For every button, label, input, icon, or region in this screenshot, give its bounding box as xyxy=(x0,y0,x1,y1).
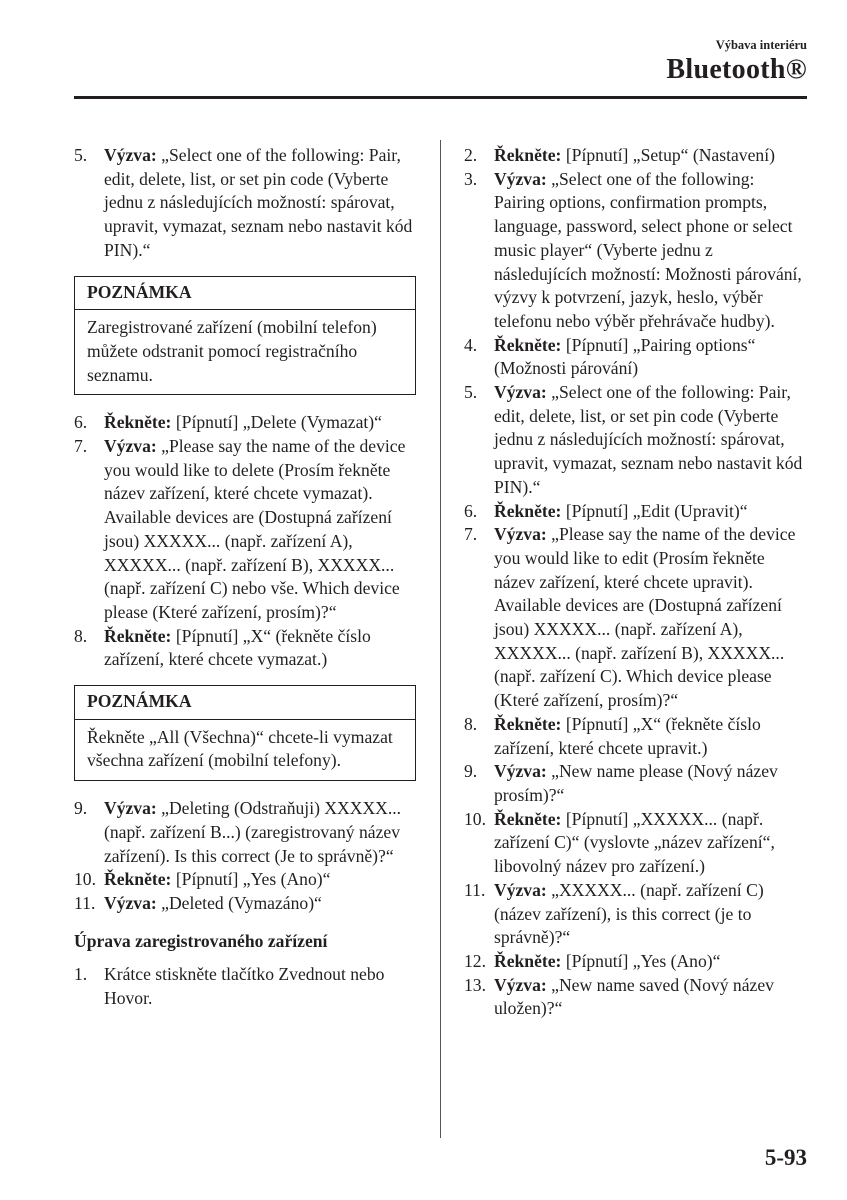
step-item xyxy=(74,797,416,868)
step-item xyxy=(74,625,416,672)
step-number: 12. xyxy=(464,950,486,971)
step-item xyxy=(464,500,809,524)
header-rule xyxy=(74,96,807,99)
step-text: Výzva: „Please say the name of the device you would like to delete (Prosím řekněte název zařízení, které chcete vymazat). Available devices are (Dostupná zařízení jsou) XXXXX... (např. zařízení A), XXXXX... (např. zařízení B), XXXXX... (např. zařízení C) nebo vše. Which device please (Které zařízení, prosím)?“ xyxy=(104,436,406,622)
page-number: 5-93 xyxy=(764,1145,807,1170)
page-title: Bluetooth® xyxy=(666,54,807,85)
step-number: 5. xyxy=(464,382,478,403)
step-number: 6. xyxy=(74,412,88,433)
step-number: 1. xyxy=(74,964,88,985)
column-divider xyxy=(440,140,441,1138)
step-text: Řekněte: [Pípnutí] „XXXXX... (např. zařízení C)“ (vyslovte „název zařízení“, libovolný název pro zařízení.) xyxy=(494,808,775,877)
step-text: Řekněte: [Pípnutí] „Setup“ (Nastavení) xyxy=(494,145,775,165)
note-body: Zaregistrované zařízení (mobilní telefon) můžete odstranit pomocí registračního seznamu. xyxy=(87,317,377,385)
step-text: Řekněte: [Pípnutí] „Delete (Vymazat)“ xyxy=(104,412,382,433)
step-item xyxy=(74,868,416,892)
step-number: 8. xyxy=(464,713,478,734)
note-box xyxy=(74,685,416,781)
step-item xyxy=(74,411,416,435)
step-item xyxy=(464,144,809,168)
step-item xyxy=(464,974,809,1021)
note-box xyxy=(74,276,416,396)
step-item xyxy=(464,334,809,381)
step-item xyxy=(74,963,416,1010)
step-text: Výzva: „New name please (Nový název prosím)?“ xyxy=(494,761,778,805)
subsection-heading: Úprava zaregistrovaného zařízení xyxy=(74,930,328,951)
step-number: 2. xyxy=(464,145,478,165)
step-list xyxy=(74,797,416,916)
step-item xyxy=(74,144,416,263)
step-number: 7. xyxy=(74,436,88,457)
note-heading: POZNÁMKA xyxy=(75,686,415,720)
note-body: Řekněte „All (Všechna)“ chcete-li vymazat všechna zařízení (mobilní telefony). xyxy=(87,726,393,771)
right-column xyxy=(464,144,809,1021)
step-text: Řekněte: [Pípnutí] „X“ (řekněte číslo zařízení, které chcete upravit.) xyxy=(494,713,761,758)
step-item xyxy=(74,435,416,625)
step-number: 11. xyxy=(74,892,96,913)
step-text: Výzva: „Select one of the following: Pairing options, confirmation prompts, language, password, select phone or select music player“ (Vyberte jednu z následujících možností: Možnosti párování, výzvy k potvrzení, jazyk, heslo, výběr telefonu nebo výběr přehrávače hudby). xyxy=(494,168,802,331)
step-number: 4. xyxy=(464,334,478,355)
step-item xyxy=(464,168,809,334)
step-text: Řekněte: [Pípnutí] „Yes (Ano)“ xyxy=(494,950,721,971)
step-text: Výzva: „Deleting (Odstraňuji) XXXXX... (např. zařízení B...) (zaregistrovaný název zařízení). Is this correct (Je to správně)?“ xyxy=(104,798,402,866)
step-text: Výzva: „Please say the name of the device you would like to edit (Prosím řekněte název zařízení, které chcete upravit). Available devices are (Dostupná zařízení jsou) XXXXX... (např. zařízení A), XXXXX... (např. zařízení B), XXXXX... (např. zařízení C). Which device please (Které zařízení, prosím)?“ xyxy=(494,524,796,711)
step-list xyxy=(74,411,416,672)
step-text: Výzva: „Select one of the following: Pair, edit, delete, list, or set pin code (Vyberte jednu z následujících možností: spárovat, upravit, vymazat, seznam nebo nastavit kód PIN).“ xyxy=(104,145,413,260)
step-text: Řekněte: [Pípnutí] „Pairing options“ (Možnosti párování) xyxy=(494,334,756,379)
step-item xyxy=(464,808,809,879)
step-item xyxy=(464,760,809,807)
step-text: Výzva: „Select one of the following: Pair, edit, delete, list, or set pin code (Vyberte jednu z následujících možností: spárovat, upravit, vymazat, seznam nebo nastavit kód PIN).“ xyxy=(494,382,803,497)
note-heading: POZNÁMKA xyxy=(75,277,415,311)
step-item xyxy=(464,713,809,760)
step-item xyxy=(74,892,416,916)
step-list xyxy=(464,144,809,1021)
step-list xyxy=(74,963,416,1010)
step-number: 11. xyxy=(464,879,486,900)
step-item xyxy=(464,950,809,974)
step-item xyxy=(464,879,809,950)
step-text: Výzva: „Deleted (Vymazáno)“ xyxy=(104,892,322,913)
left-column xyxy=(74,144,416,1011)
step-text: Výzva: „XXXXX... (např. zařízení C) (název zařízení), is this correct (je to správně)?“ xyxy=(494,879,764,948)
step-number: 5. xyxy=(74,145,88,165)
step-number: 3. xyxy=(464,168,478,189)
section-label: Výbava interiéru xyxy=(715,38,807,52)
step-number: 9. xyxy=(74,798,88,819)
step-number: 10. xyxy=(74,869,96,890)
step-number: 9. xyxy=(464,761,478,782)
step-text: Výzva: „New name saved (Nový název uložen)?“ xyxy=(494,974,774,1019)
step-number: 10. xyxy=(464,808,486,829)
step-text: Řekněte: [Pípnutí] „Edit (Upravit)“ xyxy=(494,500,748,521)
step-text: Řekněte: [Pípnutí] „Yes (Ano)“ xyxy=(104,869,331,890)
step-number: 6. xyxy=(464,500,478,521)
step-item xyxy=(464,523,809,713)
step-number: 7. xyxy=(464,524,478,545)
step-number: 8. xyxy=(74,625,88,646)
step-number: 13. xyxy=(464,974,486,995)
step-item xyxy=(464,381,809,500)
step-text: Krátce stiskněte tlačítko Zvednout nebo Hovor. xyxy=(104,964,385,1009)
step-text: Řekněte: [Pípnutí] „X“ (řekněte číslo zařízení, které chcete vymazat.) xyxy=(104,625,371,670)
